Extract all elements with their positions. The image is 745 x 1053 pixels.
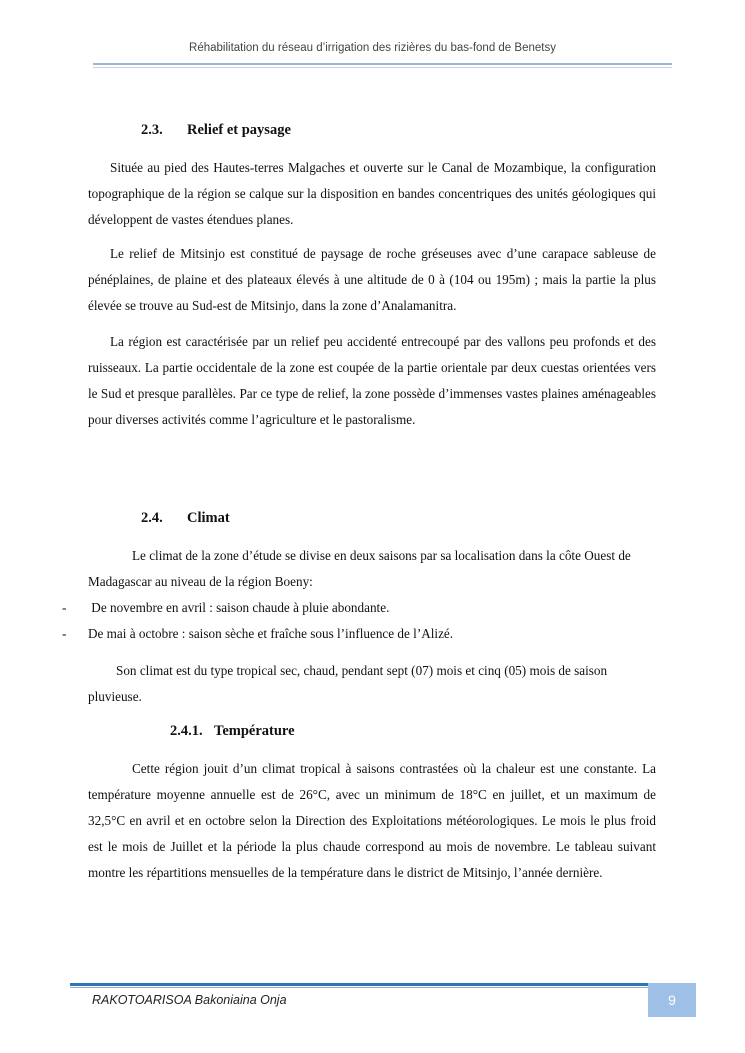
paragraph-relief-2: Le relief de Mitsinjo est constitué de paysage de roche gréseuses avec d’une carapace sableuse de pénéplaines, de plaine et des plateaux élevés à une altitude de 0 à (104 ou 195m) ; mais la partie la plus élevée se trouve au Sud-est de Mitsinjo, dans la zone d’Analamanitra. [88, 246, 656, 313]
bullet-marker: - [62, 600, 67, 615]
section-title: Climat [187, 510, 230, 526]
section-heading-relief [141, 122, 291, 139]
list-item-text: De novembre en avril : saison chaude à pluie abondante. [88, 600, 390, 615]
header-title: Réhabilitation du réseau d’irrigation des rizières du bas-fond de Benetsy [189, 42, 556, 54]
header-rule-thin [93, 67, 672, 68]
footer-rule-thin [70, 987, 648, 988]
section-heading-climat [141, 510, 230, 527]
footer-rule [70, 983, 648, 986]
section-title: Relief et paysage [187, 122, 291, 138]
paragraph-temperature: Cette région jouit d’un climat tropical à saisons contrastées où la chaleur est une constante. La température moyenne annuelle est de 26°C, avec un minimum de 18°C en juillet, et un maximum de 32,5°C en avril et en octobre selon la Direction des Exploitations météorologiques. Le mois le plus froid est le mois de Juillet et la période la plus chaude correspond au mois de novembre. Le tableau suivant montre les répartitions mensuelles de la température dans le district de Mitsinjo, l’année dernière. [88, 761, 656, 880]
footer-author: RAKOTOARISOA Bakoniaina Onja [92, 993, 287, 1007]
list-item [62, 621, 662, 647]
bullet-marker: - [62, 626, 67, 641]
paragraph-climat-summary: Son climat est du type tropical sec, chaud, pendant sept (07) mois et cinq (05) mois de saison pluvieuse. [88, 663, 608, 704]
paragraph-relief-3: La région est caractérisée par un relief peu accidenté entrecoupé par des vallons peu profonds et des ruisseaux. La partie occidentale de la zone est coupée de la partie orientale par deux cuestas orientées vers le Sud et presque parallèles. Par ce type de relief, la zone possède d’immenses vastes plaines aménageables pour diverses activités comme l’agriculture et le pastoralisme. [88, 334, 656, 427]
list-item-text: De mai à octobre : saison sèche et fraîche sous l’influence de l’Alizé. [88, 626, 454, 641]
section-number: 2.4.1. [170, 723, 203, 739]
section-title: Température [214, 723, 295, 739]
page-number: 9 [648, 983, 696, 1017]
section-heading-temperature [170, 723, 295, 740]
list-item [62, 595, 662, 621]
section-number: 2.4. [141, 510, 163, 526]
paragraph-climat-intro: Le climat de la zone d’étude se divise en deux saisons par sa localisation dans la côte Ouest de Madagascar au niveau de la région Boeny: [88, 548, 631, 589]
paragraph-relief-1: Située au pied des Hautes-terres Malgaches et ouverte sur le Canal de Mozambique, la configuration topographique de la région se calque sur la disposition en bandes concentriques des unités géologiques qui développent de vastes étendues planes. [88, 160, 656, 227]
header-rule [93, 63, 672, 65]
section-number: 2.3. [141, 122, 163, 138]
